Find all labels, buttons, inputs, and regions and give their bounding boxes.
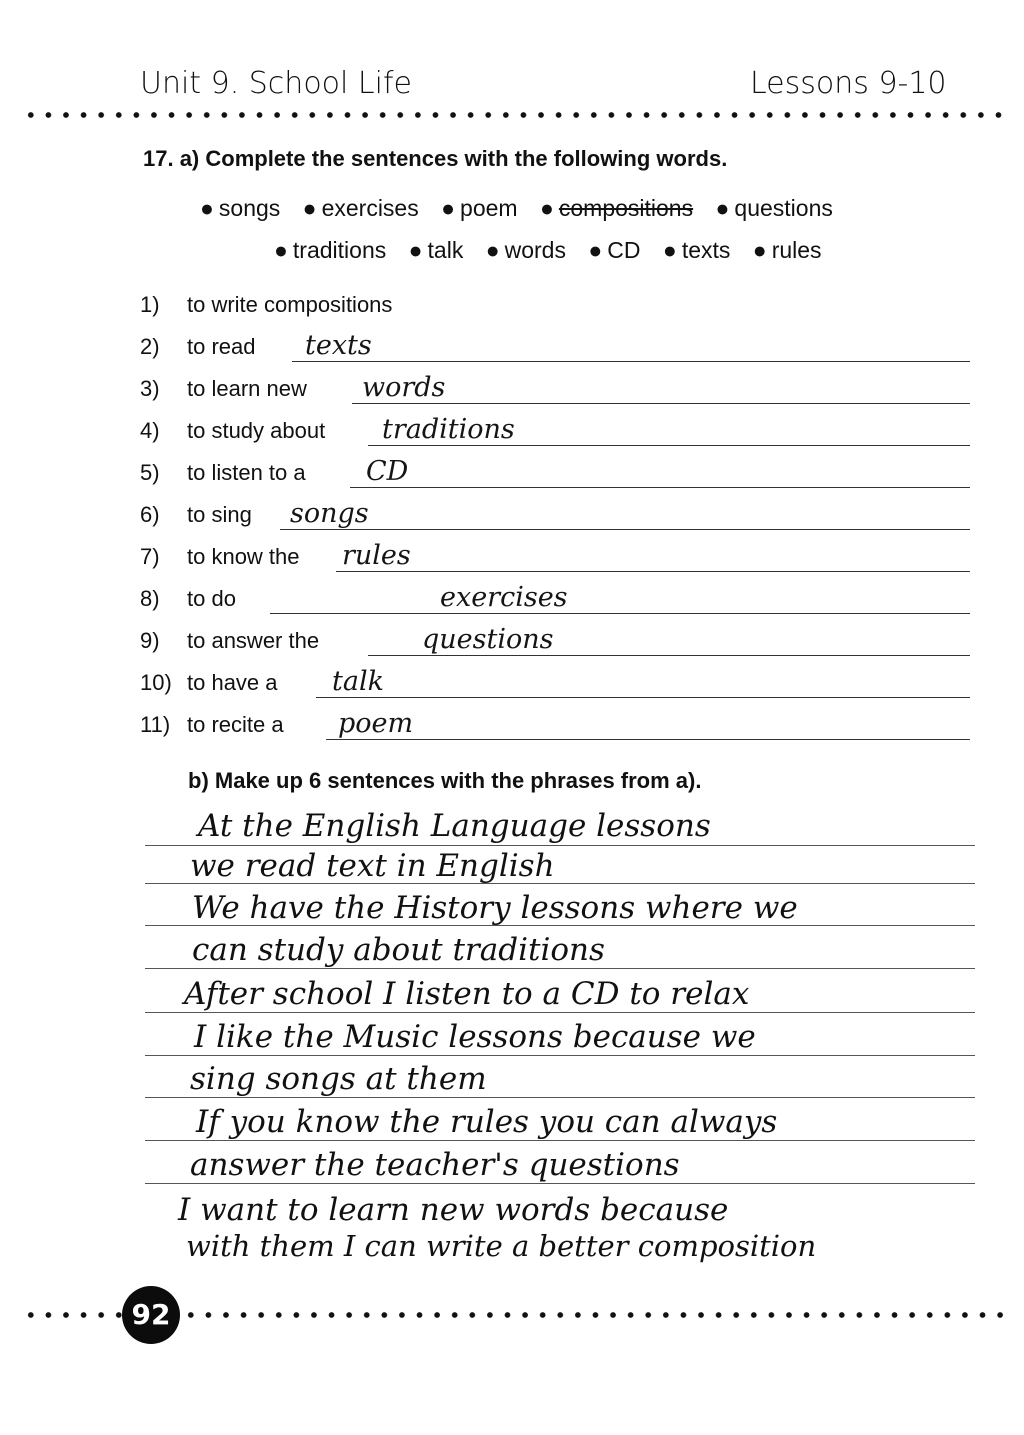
handwritten-answer: exercises — [440, 582, 568, 613]
word-bank-item-crossed: compositions — [558, 195, 694, 221]
handwritten-answer: traditions — [382, 414, 515, 445]
item-number: 2) — [140, 334, 160, 359]
exercise-item-9 — [140, 624, 970, 658]
answer-line — [368, 445, 970, 446]
page-number-badge: 92 — [122, 1286, 180, 1344]
item-number: 3) — [140, 376, 160, 401]
item-number: 5) — [140, 460, 160, 485]
handwritten-sentence-line: with them I can write a better composition — [186, 1229, 817, 1263]
handwritten-sentence-line: sing songs at them — [190, 1061, 487, 1097]
item-number: 1) — [140, 292, 160, 317]
handwritten-answer: poem — [338, 708, 414, 739]
word-bank-row-2 — [274, 237, 838, 264]
answer-line — [352, 403, 970, 404]
handwritten-answer: texts — [305, 330, 372, 361]
item-number: 6) — [140, 502, 160, 527]
item-phrase: to sing — [187, 502, 252, 527]
handwritten-sentence-line: I like the Music lessons because we — [194, 1019, 756, 1055]
writing-line — [145, 1097, 975, 1098]
exercise-item-4 — [140, 414, 970, 448]
bottom-dotted-divider-left — [22, 1311, 122, 1319]
word-bank-item: poem — [460, 195, 518, 221]
item-phrase: to study about — [187, 418, 326, 443]
item-phrase: to learn new — [187, 376, 307, 401]
bullet-icon: ● — [274, 237, 288, 263]
handwritten-sentence-line: At the English Language lessons — [198, 808, 711, 844]
item-phrase: to listen to a — [187, 460, 306, 485]
word-bank-item: questions — [734, 195, 833, 221]
bottom-dotted-divider-right — [182, 1311, 1007, 1319]
exercise-item-6 — [140, 498, 970, 532]
item-number: 4) — [140, 418, 160, 443]
answer-line — [292, 361, 970, 362]
word-bank-row-1 — [200, 195, 849, 222]
writing-line — [145, 845, 975, 846]
item-phrase: to read — [187, 334, 256, 359]
bullet-icon: ● — [715, 195, 730, 221]
writing-line — [145, 1012, 975, 1013]
handwritten-answer: talk — [332, 666, 384, 697]
item-phrase: to answer the — [187, 628, 320, 653]
item-phrase: to have a — [187, 670, 278, 695]
answer-line — [326, 739, 970, 740]
handwritten-sentence-line: I want to learn new words because — [178, 1192, 729, 1228]
task-b-title: b) Make up 6 sentences with the phrases from a). — [188, 768, 702, 793]
handwritten-sentence-line: We have the History lessons where we — [192, 890, 798, 926]
handwritten-answer: questions — [422, 624, 554, 655]
bullet-icon: ● — [408, 237, 423, 263]
answer-line — [316, 697, 970, 698]
item-number: 7) — [140, 544, 160, 569]
item-number: 11) — [140, 712, 171, 737]
bullet-icon: ● — [662, 237, 677, 263]
task-a-title: 17. a) Complete the sentences with the following words. — [143, 146, 728, 171]
exercise-item-11 — [140, 708, 970, 742]
exercise-item-1 — [140, 288, 970, 322]
item-number: 10) — [140, 670, 172, 695]
word-bank-item: exercises — [321, 195, 419, 221]
handwritten-sentence-line: If you know the rules you can always — [196, 1104, 778, 1140]
answer-line — [368, 655, 970, 656]
exercise-item-7 — [140, 540, 970, 574]
exercise-item-5 — [140, 456, 970, 490]
bullet-icon: ● — [302, 195, 317, 221]
bullet-icon: ● — [441, 195, 456, 221]
item-phrase: to do — [187, 586, 236, 611]
bullet-icon: ● — [200, 195, 214, 221]
writing-line — [145, 1140, 975, 1141]
lessons-label: Lessons 9-10 — [750, 66, 947, 101]
handwritten-sentence-line: After school I listen to a CD to relax — [184, 976, 750, 1012]
word-bank-item: talk — [427, 237, 464, 263]
handwritten-sentence-line: answer the teacher's questions — [190, 1147, 680, 1183]
item-number: 9) — [140, 628, 160, 653]
top-dotted-divider — [22, 111, 1007, 119]
handwritten-answer: CD — [366, 456, 409, 487]
word-bank-item: CD — [607, 237, 641, 263]
word-bank-item: traditions — [292, 237, 387, 263]
handwritten-answer: songs — [290, 498, 369, 529]
bullet-icon: ● — [485, 237, 500, 263]
bullet-icon: ● — [588, 237, 603, 263]
bullet-icon: ● — [752, 237, 767, 263]
answer-line — [280, 529, 970, 530]
item-phrase: to recite a — [187, 712, 284, 737]
word-bank-item: words — [504, 237, 566, 263]
exercise-item-10 — [140, 666, 970, 700]
answer-line — [336, 571, 970, 572]
exercise-item-8 — [140, 582, 970, 616]
handwritten-sentence-line: we read text in English — [190, 848, 555, 884]
writing-line — [145, 968, 975, 969]
handwritten-answer: words — [362, 372, 446, 403]
answer-line — [350, 487, 970, 488]
item-number: 8) — [140, 586, 160, 611]
item-phrase: to write compositions — [187, 292, 393, 317]
unit-title: Unit 9. School Life — [140, 66, 412, 101]
writing-line — [145, 1055, 975, 1056]
answer-line — [270, 613, 970, 614]
exercise-item-3 — [140, 372, 970, 406]
bullet-icon: ● — [539, 195, 554, 221]
word-bank-item: texts — [681, 237, 731, 263]
word-bank-item: songs — [218, 195, 281, 221]
writing-line — [145, 1183, 975, 1184]
item-phrase: to know the — [187, 544, 300, 569]
word-bank-item: rules — [771, 237, 822, 263]
exercise-item-2 — [140, 330, 970, 364]
handwritten-sentence-line: can study about traditions — [192, 932, 605, 968]
handwritten-answer: rules — [342, 540, 411, 571]
